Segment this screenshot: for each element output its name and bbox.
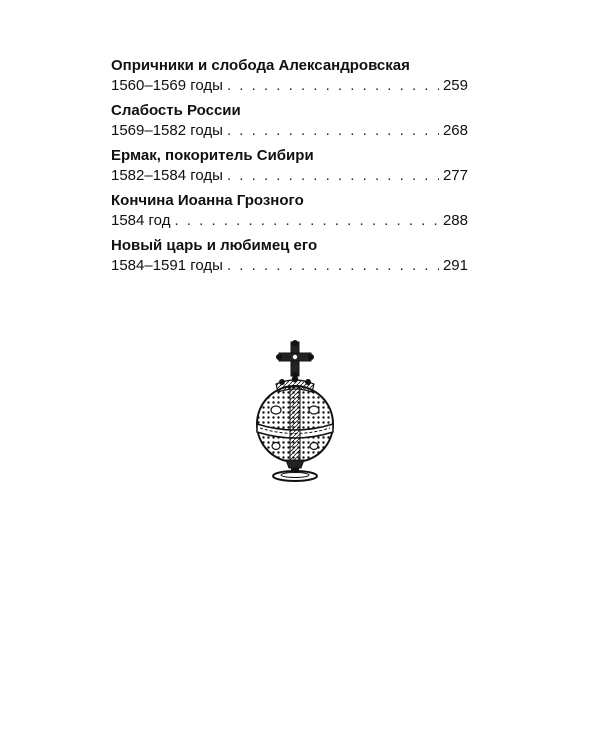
- toc-entry[interactable]: [111, 191, 468, 231]
- toc-entry-title: Опричники и слобода Александровская: [111, 57, 410, 74]
- toc-entry[interactable]: [111, 146, 468, 186]
- table-of-contents: [111, 56, 468, 281]
- toc-entry-line: [111, 211, 468, 231]
- toc-entry-years: 1584–1591 годы: [111, 257, 223, 274]
- orb-with-cross-icon: [246, 340, 344, 482]
- toc-entry-years: 1584 год: [111, 212, 171, 229]
- toc-entry[interactable]: [111, 236, 468, 276]
- toc-entry-line: [111, 256, 468, 276]
- toc-entry-title: Кончина Иоанна Грозного: [111, 192, 304, 209]
- toc-entry-line: [111, 166, 468, 186]
- toc-entry-page: 268: [442, 122, 468, 139]
- toc-entry-title: Слабость России: [111, 102, 241, 119]
- toc-entry-years: 1582–1584 годы: [111, 167, 223, 184]
- toc-entry-title: Ермак, покоритель Сибири: [111, 147, 314, 164]
- toc-leader-dots: [227, 256, 439, 276]
- toc-entry-title: Новый царь и любимец его: [111, 237, 318, 254]
- toc-entry-years: 1560–1569 годы: [111, 77, 223, 94]
- toc-leader-dots: [227, 76, 439, 96]
- toc-leader-dots: [227, 166, 439, 186]
- toc-entry-page: 277: [442, 167, 468, 184]
- toc-entry-years: 1569–1582 годы: [111, 122, 223, 139]
- toc-leader-dots: [174, 211, 439, 231]
- toc-entry-line: [111, 76, 468, 96]
- toc-entry-page: 291: [442, 257, 468, 274]
- toc-entry[interactable]: [111, 56, 468, 96]
- toc-entry-line: [111, 121, 468, 141]
- toc-entry-page: 259: [442, 77, 468, 94]
- toc-entry-page: 288: [442, 212, 468, 229]
- toc-entry[interactable]: [111, 101, 468, 141]
- toc-leader-dots: [227, 121, 439, 141]
